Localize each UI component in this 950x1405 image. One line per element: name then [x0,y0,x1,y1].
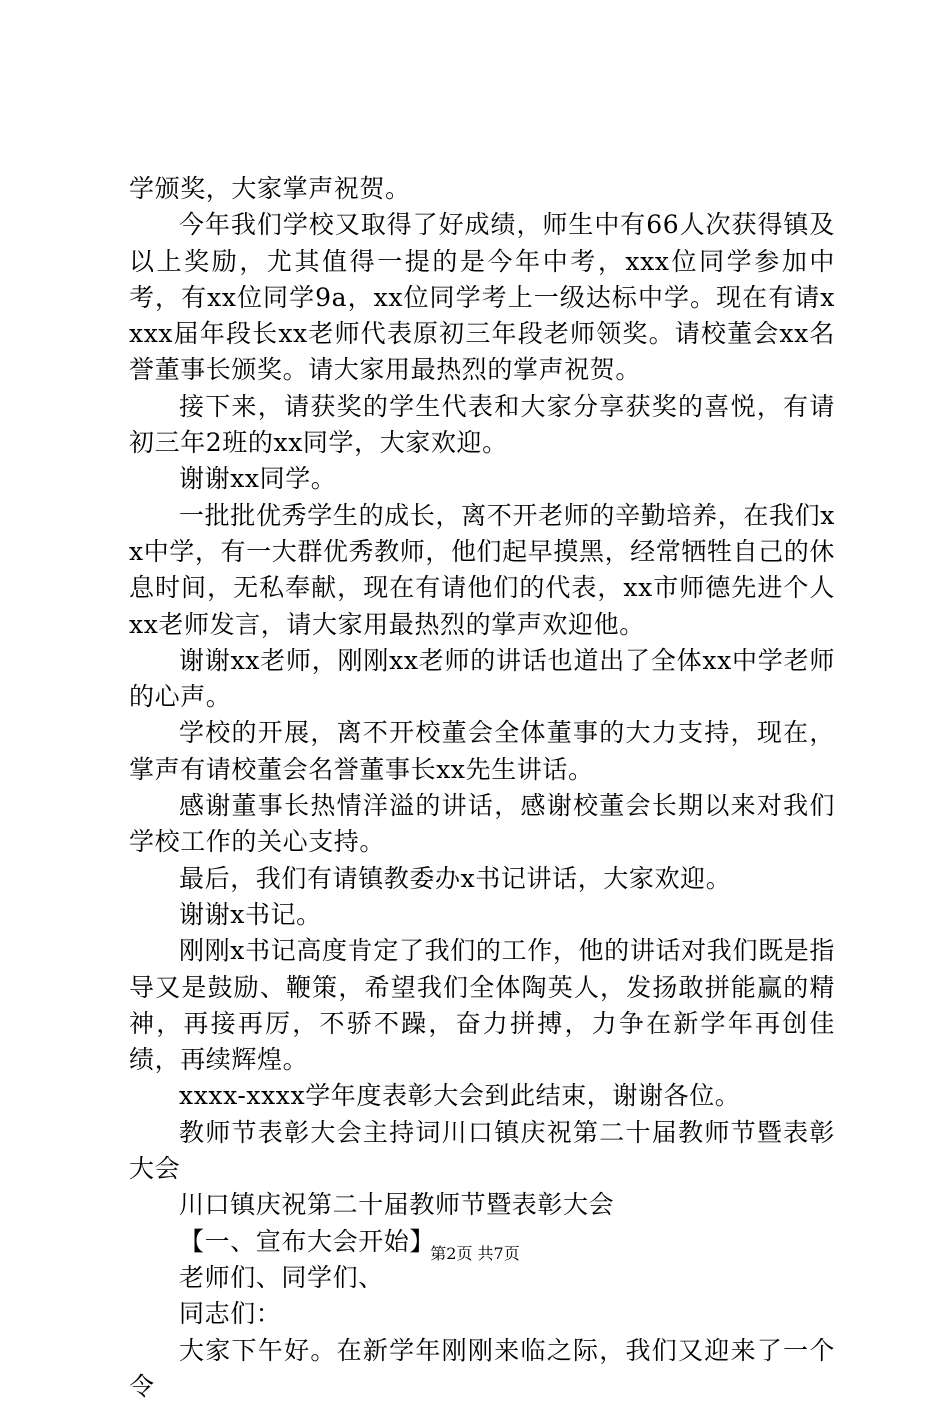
paragraph: 今年我们学校又取得了好成绩，师生中有66人次获得镇及以上奖励，尤其值得一提的是今年中考，xxx位同学参加中考，有xx位同学9a，xx位同学考上一级达标中学。现在有请xxxx届年段长xx老师代表原初三年段老师领奖。请校董会xx名誉董事长颁奖。请大家用最热烈的掌声祝贺。 [129,207,835,388]
paragraph: 感谢董事长热情洋溢的讲话，感谢校董会长期以来对我们学校工作的关心支持。 [129,788,835,861]
paragraph: xxxx-xxxx学年度表彰大会到此结束，谢谢各位。 [129,1078,835,1114]
paragraph: 接下来，请获奖的学生代表和大家分享获奖的喜悦，有请初三年2班的xx同学，大家欢迎。 [129,389,835,462]
paragraph: 刚刚x书记高度肯定了我们的工作，他的讲话对我们既是指导又是鼓励、鞭策，希望我们全体陶英人，发扬敢拼能赢的精神，再接再厉，不骄不躁，奋力拼搏，力争在新学年再创佳绩，再续辉煌。 [129,933,835,1078]
document-body [129,171,835,1405]
page-footer [0,1244,950,1264]
page-number-label: 第2页 共7页 [430,1244,519,1263]
paragraph: 谢谢xx同学。 [129,461,835,497]
paragraph: 学校的开展，离不开校董会全体董事的大力支持，现在，掌声有请校董会名誉董事长xx先生讲话。 [129,715,835,788]
paragraph: 老师们、同学们、 [129,1260,835,1296]
paragraph: 教师节表彰大会主持词川口镇庆祝第二十届教师节暨表彰大会 [129,1115,835,1188]
paragraph: 最后，我们有请镇教委办x书记讲话，大家欢迎。 [129,861,835,897]
paragraph: 【一、宣布大会开始】 [129,1224,835,1260]
paragraph: 谢谢xx老师，刚刚xx老师的讲话也道出了全体xx中学老师的心声。 [129,643,835,716]
paragraph: 学颁奖，大家掌声祝贺。 [129,171,835,207]
paragraph: 一批批优秀学生的成长，离不开老师的辛勤培养，在我们xx中学，有一大群优秀教师，他们起早摸黑，经常牺牲自己的休息时间，无私奉献，现在有请他们的代表，xx市师德先进个人xx老师发言，请大家用最热烈的掌声欢迎他。 [129,498,835,643]
paragraph: 大家下午好。在新学年刚刚来临之际，我们又迎来了一个令 [129,1333,835,1405]
paragraph: 川口镇庆祝第二十届教师节暨表彰大会 [129,1187,835,1223]
paragraph: 谢谢x书记。 [129,897,835,933]
paragraph: 同志们： [129,1296,835,1332]
